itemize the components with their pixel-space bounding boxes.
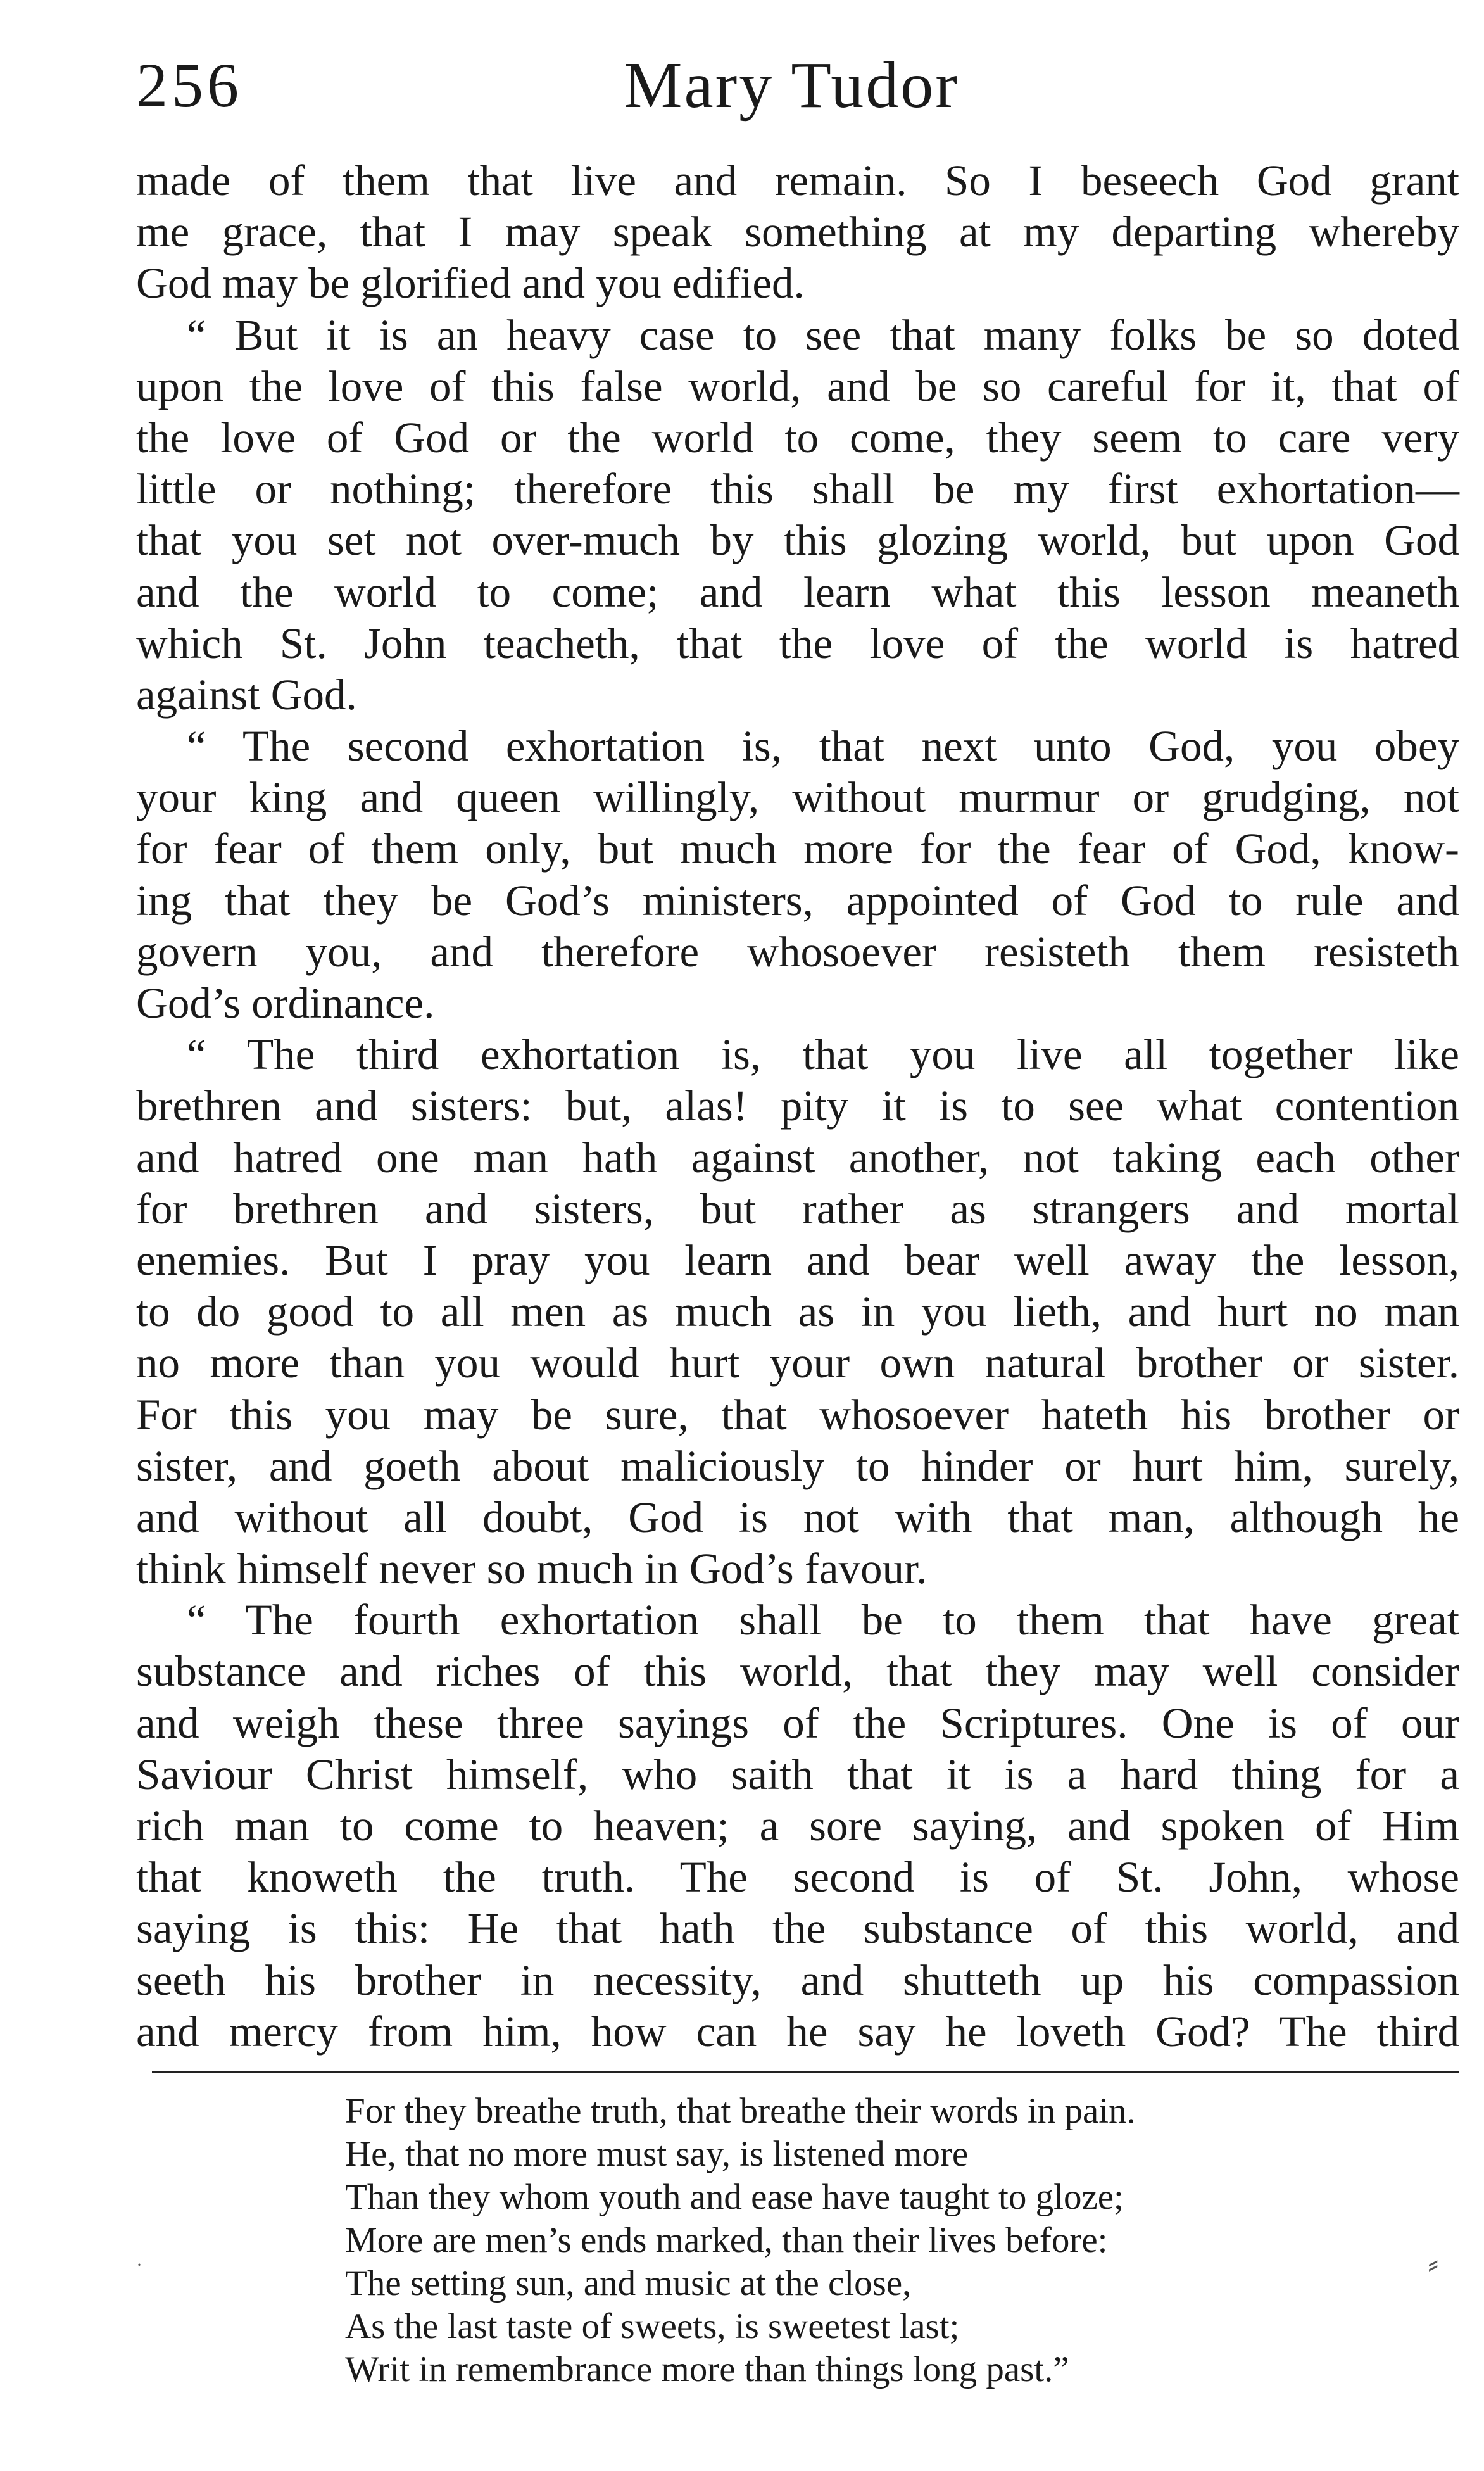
body-line: that knoweth the truth. The second is of St. John, whose xyxy=(136,1853,1459,1902)
body-line: for fear of them only, but much more for the fear of God, know- xyxy=(136,825,1459,873)
footnote-verse xyxy=(345,2090,1421,2391)
body-line: and weigh these three sayings of the Scriptures. One is of our xyxy=(136,1698,1459,1747)
body-line: Saviour Christ himself, who saith that it is a hard thing for a xyxy=(136,1750,1459,1798)
verse-line: He, that no more must say, is listened more xyxy=(345,2134,969,2174)
verse-line: As the last taste of sweets, is sweetest last; xyxy=(345,2306,960,2346)
body-line: made of them that live and remain. So I beseech God grant xyxy=(136,156,1459,205)
body-line: substance and riches of this world, that they may well consider xyxy=(136,1647,1459,1696)
body-line: the love of God or the world to come, they seem to care very xyxy=(136,413,1459,462)
body-line: for brethren and sisters, but rather as strangers and mortal xyxy=(136,1184,1459,1233)
body-line: which St. John teacheth, that the love of the world is hatred xyxy=(136,619,1459,667)
body-line: upon the love of this false world, and be so careful for it, that of xyxy=(136,362,1459,410)
body-line: that you set not over-much by this glozing world, but upon God xyxy=(136,516,1459,565)
print-flourish: ⸗ xyxy=(1428,2246,1439,2282)
body-line: little or nothing; therefore this shall be my first exhortation— xyxy=(136,465,1459,514)
body-line: saying is this: He that hath the substance of this world, and xyxy=(136,1904,1459,1953)
body-line: rich man to come to heaven; a sore saying, and spoken of Him xyxy=(136,1802,1459,1850)
body-line: God may be glorified and you edified. xyxy=(136,259,805,308)
verse-line: For they breathe truth, that breathe their words in pain. xyxy=(345,2091,1136,2131)
body-line: and the world to come; and learn what this lesson meaneth xyxy=(136,567,1459,616)
body-line: think himself never so much in God’s favour. xyxy=(136,1545,928,1593)
body-line: govern you, and therefore whosoever resisteth them resisteth xyxy=(136,927,1459,976)
body-line: sister, and goeth about maliciously to hinder or hurt him, surely, xyxy=(136,1441,1459,1490)
print-speck: · xyxy=(136,2254,142,2275)
footnote-rule xyxy=(152,2071,1459,2073)
body-line: “ But it is an heavy case to see that many folks be so doted xyxy=(187,310,1459,359)
body-line: ing that they be God’s ministers, appointed of God to rule and xyxy=(136,876,1459,925)
running-header xyxy=(136,44,1466,127)
body-line: your king and queen willingly, without murmur or grudging, not xyxy=(136,773,1459,822)
body-line: to do good to all men as much as in you lieth, and hurt no man xyxy=(136,1287,1459,1336)
body-line: For this you may be sure, that whosoever hateth his brother or xyxy=(136,1390,1459,1439)
body-line: “ The second exhortation is, that next unto God, you obey xyxy=(187,722,1459,771)
verse-line: The setting sun, and music at the close, xyxy=(345,2263,912,2303)
body-line: enemies. But I pray you learn and bear well away the lesson, xyxy=(136,1236,1459,1284)
body-line: “ The third exhortation is, that you live all together like xyxy=(187,1030,1459,1079)
body-line: brethren and sisters: but, alas! pity it is to see what contention xyxy=(136,1082,1459,1130)
body-line: against God. xyxy=(136,670,357,719)
body-line: and without all doubt, God is not with that man, although he xyxy=(136,1493,1459,1541)
body-line: and hatred one man hath against another, not taking each other xyxy=(136,1133,1459,1182)
body-line: me grace, that I may speak something at my departing whereby xyxy=(136,208,1459,256)
body-line: “ The fourth exhortation shall be to them that have great xyxy=(187,1596,1459,1645)
body-text xyxy=(136,155,1459,2057)
body-line: God’s ordinance. xyxy=(136,979,435,1027)
verse-line: More are men’s ends marked, than their lives before: xyxy=(345,2220,1108,2260)
verse-line: Than they whom youth and ease have taught to gloze; xyxy=(345,2177,1124,2217)
body-line: seeth his brother in necessity, and shutteth up his compassion xyxy=(136,1956,1459,2004)
body-line: and mercy from him, how can he say he loveth God? The third xyxy=(136,2007,1459,2056)
page-number: 256 xyxy=(136,50,242,120)
verse-line: Writ in remembrance more than things long past.” xyxy=(345,2349,1069,2389)
running-title: Mary Tudor xyxy=(624,49,959,122)
body-line: no more than you would hurt your own natural brother or sister. xyxy=(136,1339,1459,1387)
